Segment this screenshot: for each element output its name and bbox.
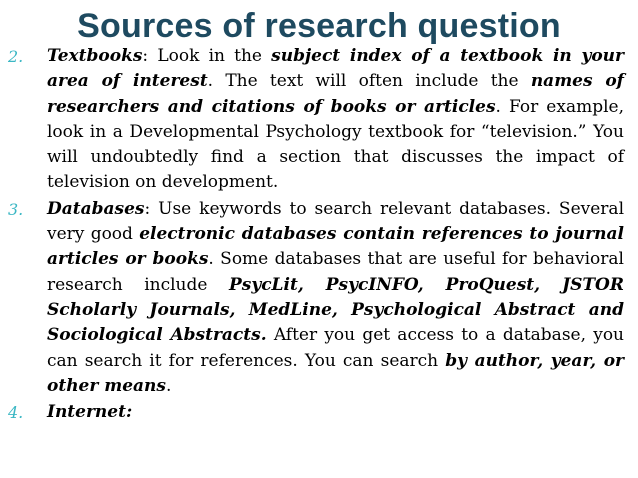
text-segment: : Look in the xyxy=(142,46,272,66)
list-item-internet xyxy=(8,400,624,425)
emphasis-segment: electronic databases contain references to journal articles or books xyxy=(47,224,624,270)
term-databases: Databases xyxy=(47,198,145,219)
emphasis-segment: names of researchers and citations of books or articles xyxy=(47,71,624,117)
list-item-databases xyxy=(8,197,624,399)
text-segment: . Some databases that are useful for behavioral research include xyxy=(47,249,624,295)
sources-list xyxy=(8,44,624,425)
item-text xyxy=(47,400,624,425)
term-textbooks: Textbooks xyxy=(47,46,143,66)
term-internet: Internet: xyxy=(47,402,133,423)
item-number: 2. xyxy=(8,47,24,66)
text-segment: : Use keywords to search relevant databases. Several very good xyxy=(47,198,624,245)
list-item-textbooks xyxy=(8,44,624,196)
emphasis-segment: by author, year, or other means xyxy=(47,350,624,396)
text-segment: After you get access to a database, you can search it for references. You can search xyxy=(47,325,625,371)
item-text xyxy=(47,44,624,196)
database-names: PsycLit, PsycINFO, ProQuest, JSTOR Scholarly Journals, MedLine, Psychological Abstract and Sociological Abstracts. xyxy=(47,274,624,346)
text-segment: . For example, look in a Developmental Psychology textbook for “television.” You will undoubtedly find a section that discusses the impact of television on development. xyxy=(47,96,624,193)
text-segment: . xyxy=(166,375,172,396)
item-number: 3. xyxy=(8,199,24,219)
slide-title: Sources of research question xyxy=(77,7,561,45)
emphasis-segment: subject index of a textbook in your area of interest xyxy=(47,46,625,92)
item-number: 4. xyxy=(8,403,24,423)
item-text xyxy=(47,197,624,399)
text-segment: . The text will often include the xyxy=(207,71,531,92)
